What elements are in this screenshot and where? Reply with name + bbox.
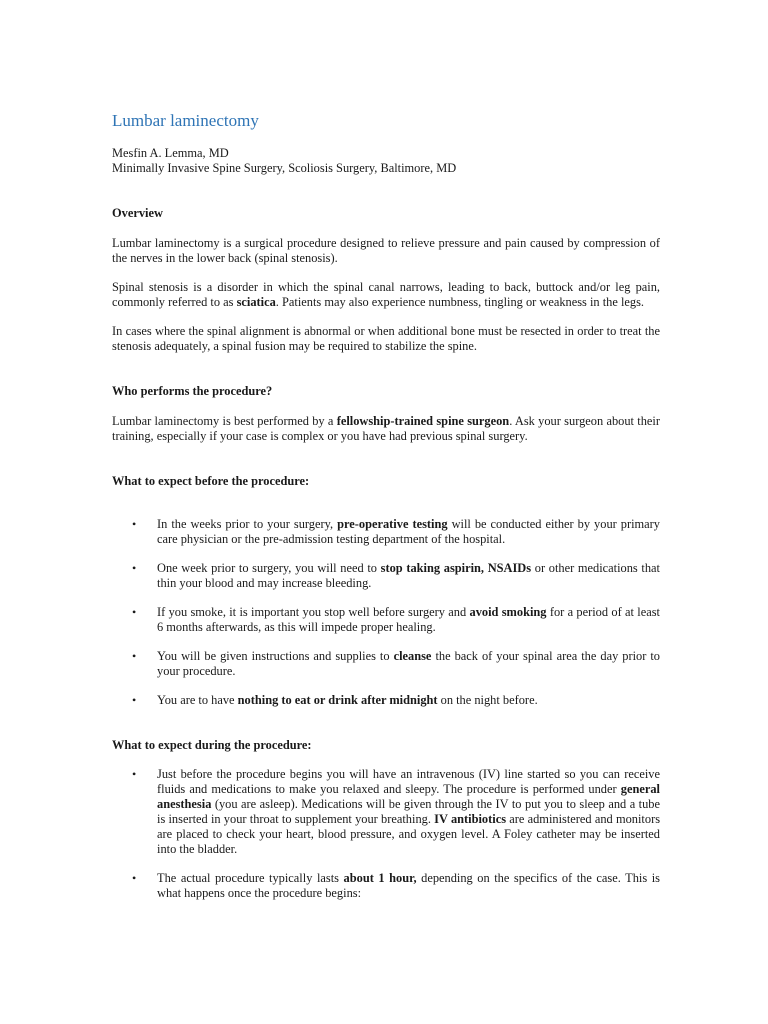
list-item bbox=[112, 871, 660, 901]
list-item bbox=[112, 561, 660, 591]
list-item bbox=[112, 693, 660, 708]
section-heading-before: What to expect before the procedure: bbox=[112, 474, 310, 488]
text-run: or other medications that thin your blood and may increase bleeding. bbox=[157, 561, 660, 590]
emphasis: cleanse bbox=[393, 649, 432, 663]
list-item bbox=[112, 605, 660, 635]
bullet-icon: • bbox=[132, 561, 137, 575]
section-heading-who: Who performs the procedure? bbox=[112, 384, 273, 398]
text-run: . Ask your surgeon about their training, especially if your case is complex or you have had previous spinal surgery. bbox=[112, 414, 661, 443]
text-run: In the weeks prior to your surgery, bbox=[157, 517, 338, 531]
list-item bbox=[112, 517, 660, 547]
text-run: will be conducted either by your primary care physician or the pre-admission testing department of the hospital. bbox=[157, 517, 660, 546]
bullet-icon: • bbox=[132, 649, 137, 663]
text-run: Spinal stenosis is a disorder in which the spinal canal narrows, leading to back, buttock and/or leg pain, commonly referred to as bbox=[112, 280, 660, 309]
author-name: Mesfin A. Lemma, MD bbox=[112, 146, 229, 160]
emphasis: general anesthesia bbox=[157, 782, 660, 811]
section-heading-during: What to expect during the procedure: bbox=[112, 738, 312, 752]
text-run: for a period of at least 6 months afterwards, as this will impede proper healing. bbox=[157, 605, 660, 634]
text-run: Just before the procedure begins you will have an intravenous (IV) line started so you can receive fluids and medications to make you relaxed and sleepy. The procedure is performed under bbox=[157, 767, 660, 796]
text-run: If you smoke, it is important you stop well before surgery and bbox=[157, 605, 470, 619]
bullet-icon: • bbox=[132, 767, 137, 781]
who-paragraph bbox=[112, 414, 660, 444]
emphasis: IV antibiotics bbox=[434, 812, 507, 826]
overview-paragraph-2 bbox=[112, 280, 660, 310]
text-run: the back of your spinal area the day prior to your procedure. bbox=[157, 649, 660, 678]
text-run: (you are asleep). Medications will be given through the IV to put you to sleep and a tube is inserted in your throat to supplement your breathing. bbox=[157, 797, 660, 826]
emphasis: pre-operative testing bbox=[337, 517, 448, 531]
overview-paragraph-1: Lumbar laminectomy is a surgical procedure designed to relieve pressure and pain caused by compression of the nerves in the lower back (spinal stenosis). bbox=[112, 236, 660, 265]
emphasis: avoid smoking bbox=[469, 605, 547, 619]
bullet-icon: • bbox=[132, 693, 137, 707]
bullet-icon: • bbox=[132, 871, 137, 885]
text-run: . Patients may also experience numbness, tingling or weakness in the legs. bbox=[275, 295, 644, 309]
emphasis: nothing to eat or drink after midnight bbox=[237, 693, 438, 707]
emphasis: about 1 hour, bbox=[343, 871, 417, 885]
list-item bbox=[112, 767, 660, 857]
document-title: Lumbar laminectomy bbox=[112, 111, 259, 130]
emphasis: stop taking aspirin, NSAIDs bbox=[380, 561, 532, 575]
section-heading-overview: Overview bbox=[112, 206, 163, 220]
overview-paragraph-3: In cases where the spinal alignment is abnormal or when additional bone must be resected in order to treat the stenosis adequately, a spinal fusion may be required to stabilize the spine. bbox=[112, 324, 660, 353]
emphasis-sciatica: sciatica bbox=[236, 295, 276, 309]
text-run: are administered and monitors are placed to check your heart, blood pressure, and oxygen level. A Foley catheter may be inserted into the bladder. bbox=[157, 812, 661, 856]
text-run: Lumbar laminectomy is best performed by a bbox=[112, 414, 337, 428]
text-run: The actual procedure typically lasts bbox=[157, 871, 344, 885]
list-item bbox=[112, 649, 660, 679]
author-affiliation: Minimally Invasive Spine Surgery, Scoliosis Surgery, Baltimore, MD bbox=[112, 161, 457, 175]
during-list bbox=[112, 767, 660, 901]
document-page bbox=[112, 110, 660, 901]
emphasis-surgeon: fellowship-trained spine surgeon bbox=[336, 414, 510, 428]
before-list bbox=[112, 517, 660, 708]
text-run: on the night before. bbox=[437, 693, 538, 707]
text-run: You will be given instructions and supplies to bbox=[157, 649, 394, 663]
text-run: depending on the specifics of the case. This is what happens once the procedure begins: bbox=[157, 871, 660, 900]
bullet-icon: • bbox=[132, 517, 137, 531]
text-run: You are to have bbox=[157, 693, 238, 707]
text-run: One week prior to surgery, you will need to bbox=[157, 561, 381, 575]
bullet-icon: • bbox=[132, 605, 137, 619]
